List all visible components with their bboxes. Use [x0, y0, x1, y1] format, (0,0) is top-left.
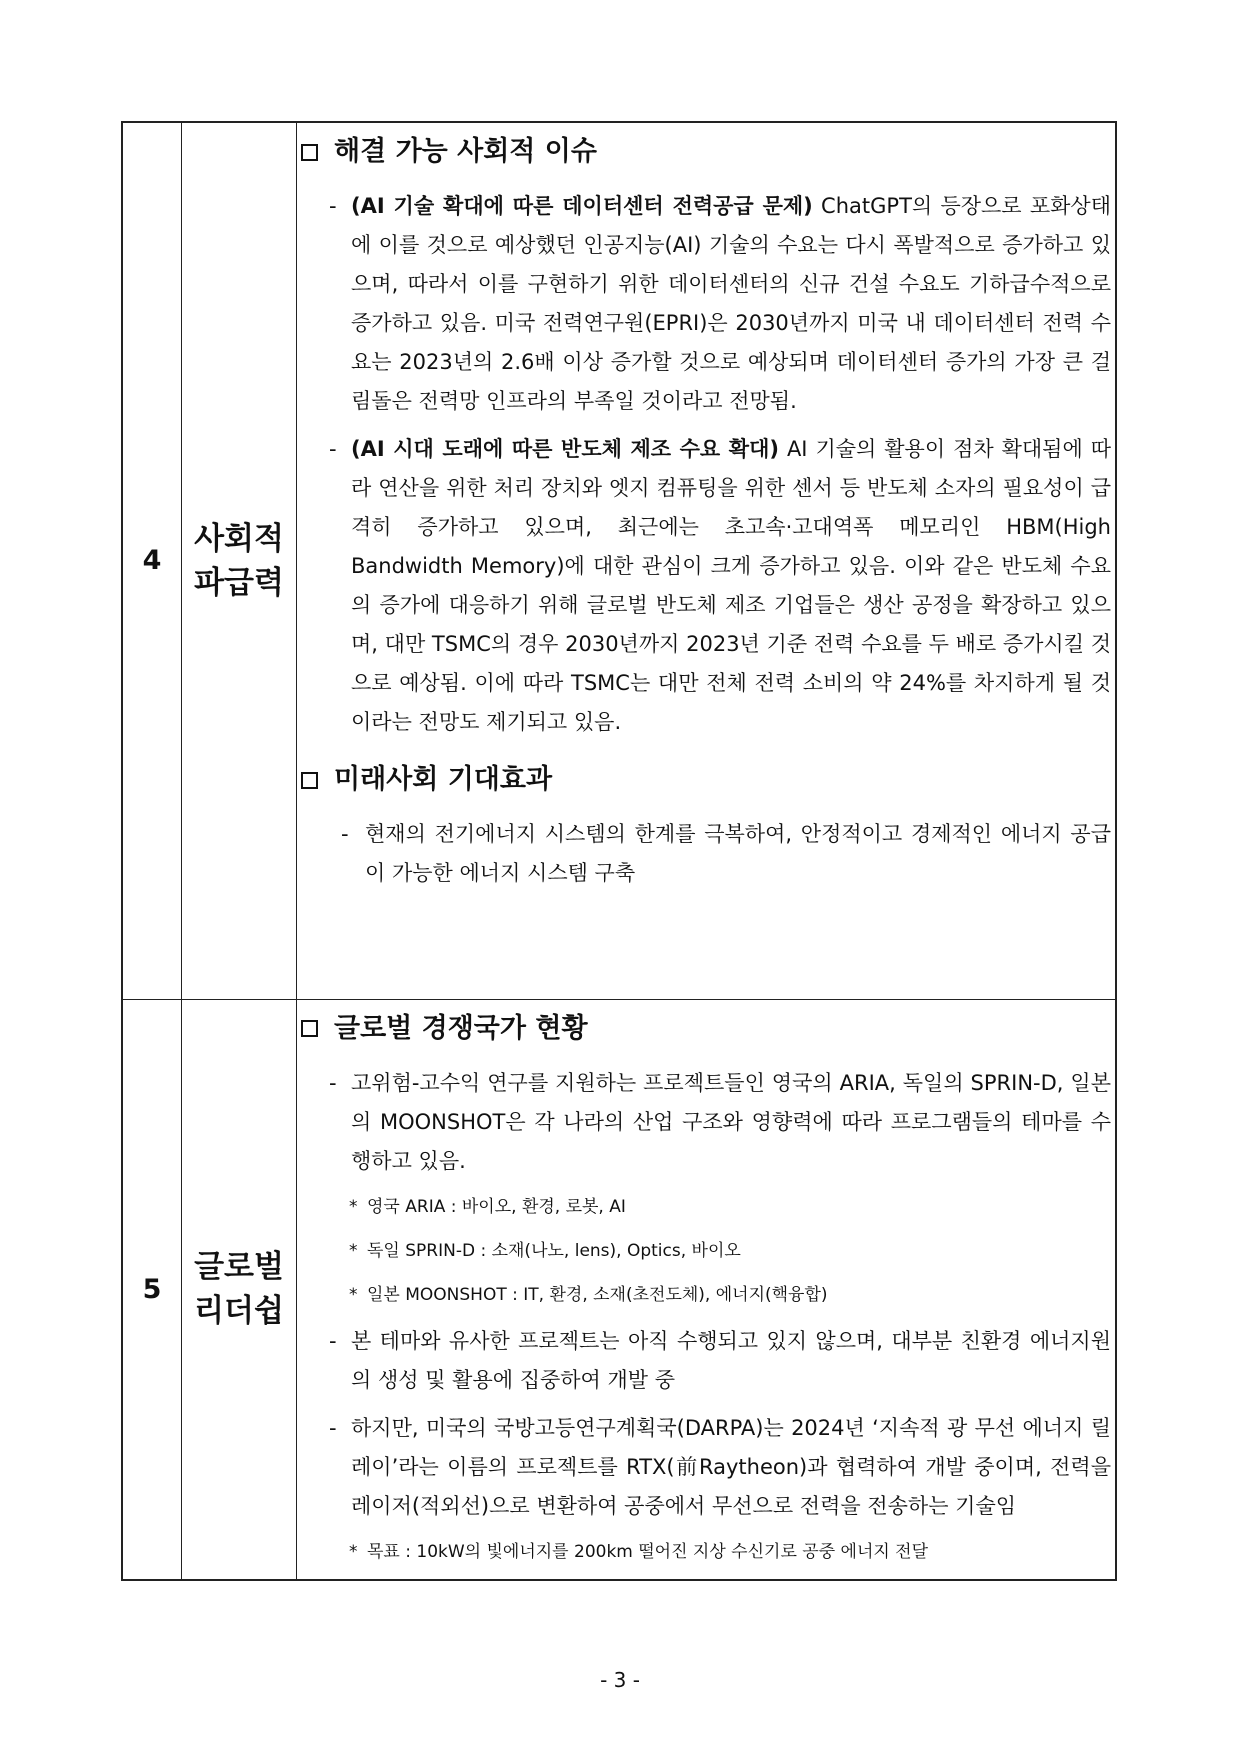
- footnote-text: 독일 SPRIN-D : 소재(나노, lens), Optics, 바이오: [367, 1240, 741, 1261]
- item-bold-lead: (AI 기술 확대에 따른 데이터센터 전력공급 문제): [351, 194, 813, 218]
- asterisk-bullet: *: [349, 1284, 358, 1305]
- footnote: [297, 1278, 1115, 1312]
- asterisk-bullet: *: [349, 1240, 358, 1261]
- footnote-text: 영국 ARIA : 바이오, 환경, 로봇, AI: [367, 1196, 626, 1217]
- row-label: [182, 999, 297, 1580]
- checkbox-square-icon: [301, 144, 318, 161]
- dash-bullet: -: [329, 437, 337, 461]
- dash-bullet: -: [341, 822, 349, 846]
- dash-bullet: -: [329, 1415, 337, 1440]
- asterisk-bullet: *: [349, 1196, 358, 1217]
- list-item: [297, 1322, 1115, 1400]
- row-label: [182, 122, 297, 999]
- list-item: [297, 1064, 1115, 1181]
- document-table: [121, 121, 1117, 1581]
- item-text: 고위험-고수익 연구를 지원하는 프로젝트들인 영국의 ARIA, 독일의 SPRIN-D, 일본의 MOONSHOT은 각 나라의 산업 구조와 영향력에 따라 프로그램들의 테마를 수행하고 있음.: [351, 1070, 1111, 1173]
- list-item: [297, 1409, 1115, 1526]
- row-number: 5: [122, 999, 182, 1580]
- footnote: [297, 1190, 1115, 1224]
- footnote: [297, 1535, 1115, 1569]
- row-label-line: 사회적: [194, 520, 284, 557]
- section-heading-text: 해결 가능 사회적 이슈: [334, 136, 597, 167]
- item-bold-lead: (AI 시대 도래에 따른 반도체 제조 수요 확대): [351, 437, 779, 461]
- section-heading-text: 글로벌 경쟁국가 현황: [334, 1012, 588, 1044]
- list-item: [297, 815, 1115, 893]
- section-heading: [297, 123, 1115, 181]
- dash-bullet: -: [329, 1070, 337, 1095]
- item-text: 현재의 전기에너지 시스템의 한계를 극복하여, 안정적이고 경제적인 에너지 공급이 가능한 에너지 시스템 구축: [365, 822, 1111, 885]
- list-item: [297, 430, 1115, 742]
- item-text: 본 테마와 유사한 프로젝트는 아직 수행되고 있지 않으며, 대부분 친환경 에너지원의 생성 및 활용에 집중하여 개발 중: [351, 1328, 1111, 1392]
- dash-bullet: -: [329, 194, 337, 218]
- row-content: [297, 999, 1117, 1580]
- item-text: 하지만, 미국의 국방고등연구계획국(DARPA)는 2024년 ‘지속적 광 무선 에너지 릴레이’라는 이름의 프로젝트를 RTX(前Raytheon)과 협력하여 개발 중이며, 전력을 레이저(적외선)으로 변환하여 공중에서 무선으로 전력을 전송하는 기술임: [351, 1415, 1111, 1518]
- footnote-text: 일본 MOONSHOT : IT, 환경, 소재(초전도체), 에너지(핵융합): [367, 1284, 828, 1305]
- checkbox-square-icon: [301, 1020, 318, 1037]
- asterisk-bullet: *: [349, 1541, 358, 1562]
- row-label-line: 파급력: [194, 564, 284, 601]
- row-label-line: 글로벌: [194, 1249, 284, 1285]
- list-item: [297, 187, 1115, 421]
- table-row: [122, 122, 1116, 999]
- dash-bullet: -: [329, 1328, 337, 1353]
- section-heading: [297, 1000, 1115, 1058]
- row-number: 4: [122, 122, 182, 999]
- checkbox-square-icon: [301, 772, 318, 789]
- table-row: [122, 999, 1116, 1580]
- row-label-line: 리더쉽: [194, 1293, 284, 1329]
- row-content: [297, 122, 1117, 999]
- page-number: - 3 -: [600, 1668, 640, 1692]
- item-text: ChatGPT의 등장으로 포화상태에 이를 것으로 예상했던 인공지능(AI) 기술의 수요는 다시 폭발적으로 증가하고 있으며, 따라서 이를 구현하기 위한 데이터센터의 신규 건설 수요도 기하급수적으로 증가하고 있음. 미국 전력연구원(EPRI)은 2030년까지 미국 내 데이터센터 전력 수요는 2023년의 2.6배 이상 증가할 것으로 예상되며 데이터센터 증가의 가장 큰 걸림돌은 전력망 인프라의 부족일 것이라고 전망됨.: [351, 194, 1111, 413]
- item-text: AI 기술의 활용이 점차 확대됨에 따라 연산을 위한 처리 장치와 엣지 컴퓨팅을 위한 센서 등 반도체 소자의 필요성이 급격히 증가하고 있으며, 최근에는 초고속·고대역폭 메모리인 HBM(High Bandwidth Memory)에 대한 관심이 크게 증가하고 있음. 이와 같은 반도체 수요의 증가에 대응하기 위해 글로벌 반도체 제조 기업들은 생산 공정을 확장하고 있으며, 대만 TSMC의 경우 2030년까지 2023년 기준 전력 수요를 두 배로 증가시킬 것으로 예상됨. 이에 따라 TSMC는 대만 전체 전력 소비의 약 24%를 차지하게 될 것이라는 전망도 제기되고 있음.: [351, 437, 1111, 734]
- section-heading: [297, 751, 1115, 809]
- footnote: [297, 1234, 1115, 1268]
- section-heading-text: 미래사회 기대효과: [334, 764, 553, 795]
- footnote-text: 목표 : 10kW의 빛에너지를 200km 떨어진 지상 수신기로 공중 에너지 전달: [367, 1541, 929, 1562]
